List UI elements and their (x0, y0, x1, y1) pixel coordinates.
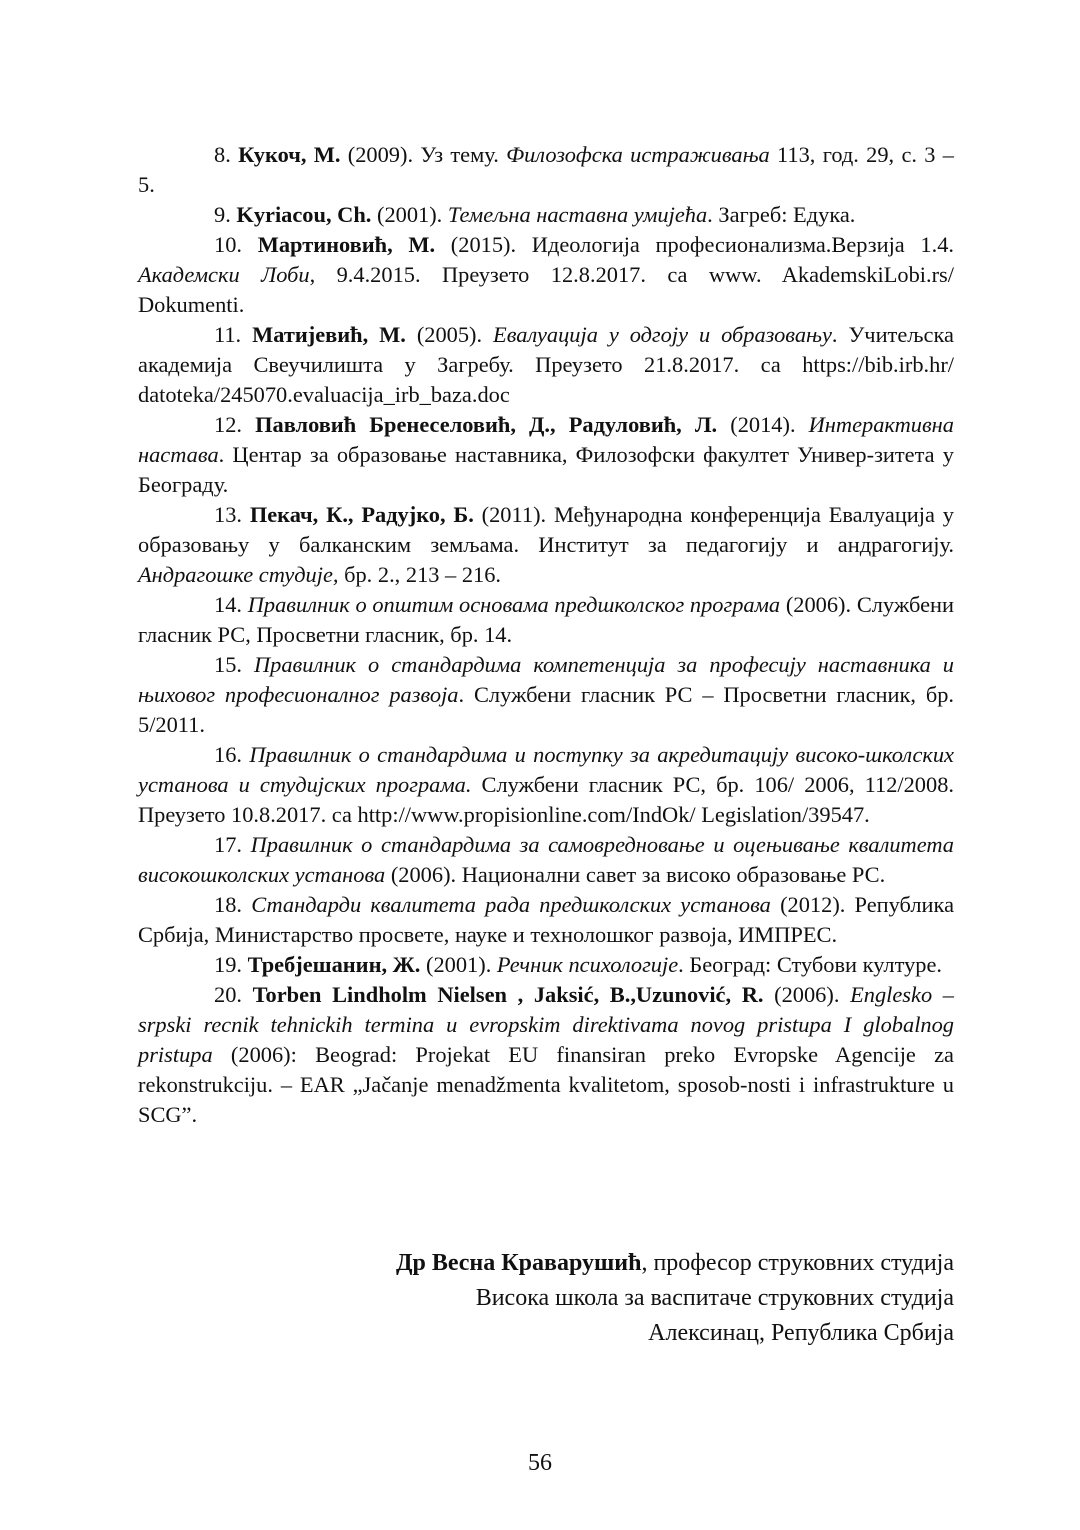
reference-title: Темељна наставна умијећа (447, 202, 708, 227)
reference-12: 12. Павловић Бренеселовић, Д., Радуловић, Л. (2014). Интерактивна настава. Центар за образовање наставника, Филозофски факултет Универ-зитета у Београду. (138, 412, 954, 497)
reference-18: 18. Стандарди квалитета рада предшколских установа (2012). Република Србија, Министарство просвете, науке и технолошког развоја, ИМПРЕС. (138, 892, 955, 947)
reference-title: Правилник о општим основама предшколског програма (247, 592, 781, 617)
reference-author: Матијевић, М. (252, 322, 406, 347)
page-number: 56 (528, 1450, 552, 1476)
reference-title: Филозофска истраживања (506, 142, 770, 167)
reference-list (138, 140, 954, 1130)
reference-14: 14. Правилник о општим основама предшколског програма (2006). Службени гласник РС, Просветни гласник, бр. 14. (138, 592, 955, 647)
author-signature (138, 1246, 954, 1351)
reference-10: 10. Мартиновић, М. (2015). Идеологија професионализма.Верзија 1.4. Академски Лоби, 9.4.2015. Преузето 12.8.2017. са www. AkademskiLobi.rs/ Dokumenti. (138, 232, 955, 317)
reference-title: Евалуација у одгоју и образовању (493, 322, 832, 347)
reference-title: Правилник о стандардима и поступку за акредитацију високо-школских установа и студијских програма. (138, 742, 954, 797)
reference-author: Кукоч, М. (238, 142, 341, 167)
reference-19: 19. Требјешанин, Ж. (2001). Речник психологије. Београд: Стубови културе. (214, 952, 942, 977)
signature-title: , професор струковних студија (641, 1250, 954, 1276)
reference-20: 20. Torben Lindholm Nielsen , Jaksić, B.,Uzunović, R. (2006). Englesko – srpski recnik tehnickih termina u evropskim direktivama novog pristupa I globalnog pristupa (2006): Beograd: Projekat EU finansiran preko Evropske Agencije za rekonstrukciju. – EAR „Jačanje menadžmenta kvalitetom, sposob-nosti i infrastrukture u SCG”. (138, 982, 954, 1127)
reference-title: Правилник о стандардима за самовредновање и оцењивање квалитета високошколских установа (138, 832, 954, 887)
reference-author: Torben Lindholm Nielsen , Jaksić, B.,Uzunović, R. (252, 982, 764, 1007)
signature-location: Алексинац, Република Србија (648, 1320, 954, 1346)
signature-name: Др Весна Краварушић (395, 1250, 642, 1276)
reference-author: Павловић Бренеселовић, Д., Радуловић, Л. (255, 412, 718, 437)
reference-title: Englesko – srpski recnik tehnickih termina u evropskim direktivama novog pristupa I globalnog pristupa (138, 982, 954, 1067)
signature-institution: Висока школа за васпитаче струковних студија (475, 1285, 954, 1311)
reference-11: 11. Матијевић, М. (2005). Евалуација у одгоју и образовању. Учитељска академија Свеучилишта у Загребу. Преузето 21.8.2017. са https://bib.irb.hr/ datoteka/245070.evaluacija_irb_baza.doc (138, 322, 954, 407)
reference-9: 9. Kyriacou, Ch. (2001). Темељна наставна умијећа. Загреб: Едука. (214, 202, 856, 227)
reference-author: Мартиновић, М. (257, 232, 436, 257)
reference-8: 8. Кукоч, М. (2009). Уз тему. Филозофска истраживања 113, год. 29, с. 3 – 5. (138, 142, 954, 197)
reference-title: Речник психологије (496, 952, 679, 977)
reference-author: Kyriacou, Ch. (236, 202, 372, 227)
reference-title: Академски Лоби (138, 262, 310, 287)
reference-15: 15. Правилник о стандардима компетенција за професију наставника и њиховог професионалног развоја. Службени гласник РС – Просветни гласник, бр. 5/2011. (138, 652, 955, 737)
reference-title: Правилник о стандардима компетенција за професију наставника и њиховог професионалног развоја (138, 652, 954, 707)
reference-16: 16. Правилник о стандардима и поступку за акредитацију високо-школских установа и студијских програма. Службени гласник РС, бр. 106/ 2006, 112/2008. Преузето 10.8.2017. са http://www.propisionline.com/IndOk/ Legislation/39547. (138, 742, 954, 827)
reference-author: Требјешанин, Ж. (247, 952, 421, 977)
reference-13: 13. Пекач, К., Радујко, Б. (2011). Међународна конференција Евалуација у образовању у балканским земљама. Институт за педагогију и андрагогију. Андрагошке студије, бр. 2., 213 – 216. (138, 502, 954, 587)
reference-author: Пекач, К., Радујко, Б. (249, 502, 474, 527)
reference-17: 17. Правилник о стандардима за самовредновање и оцењивање квалитета високошколских установа (2006). Национални савет за високо образовање РС. (138, 832, 954, 887)
reference-title: Андрагошке студије, (138, 562, 339, 587)
reference-title: Стандарди квалитета рада предшколских установа (251, 892, 771, 917)
reference-title: Интерактивна настава (138, 412, 954, 467)
signature-name-line (138, 1246, 954, 1281)
